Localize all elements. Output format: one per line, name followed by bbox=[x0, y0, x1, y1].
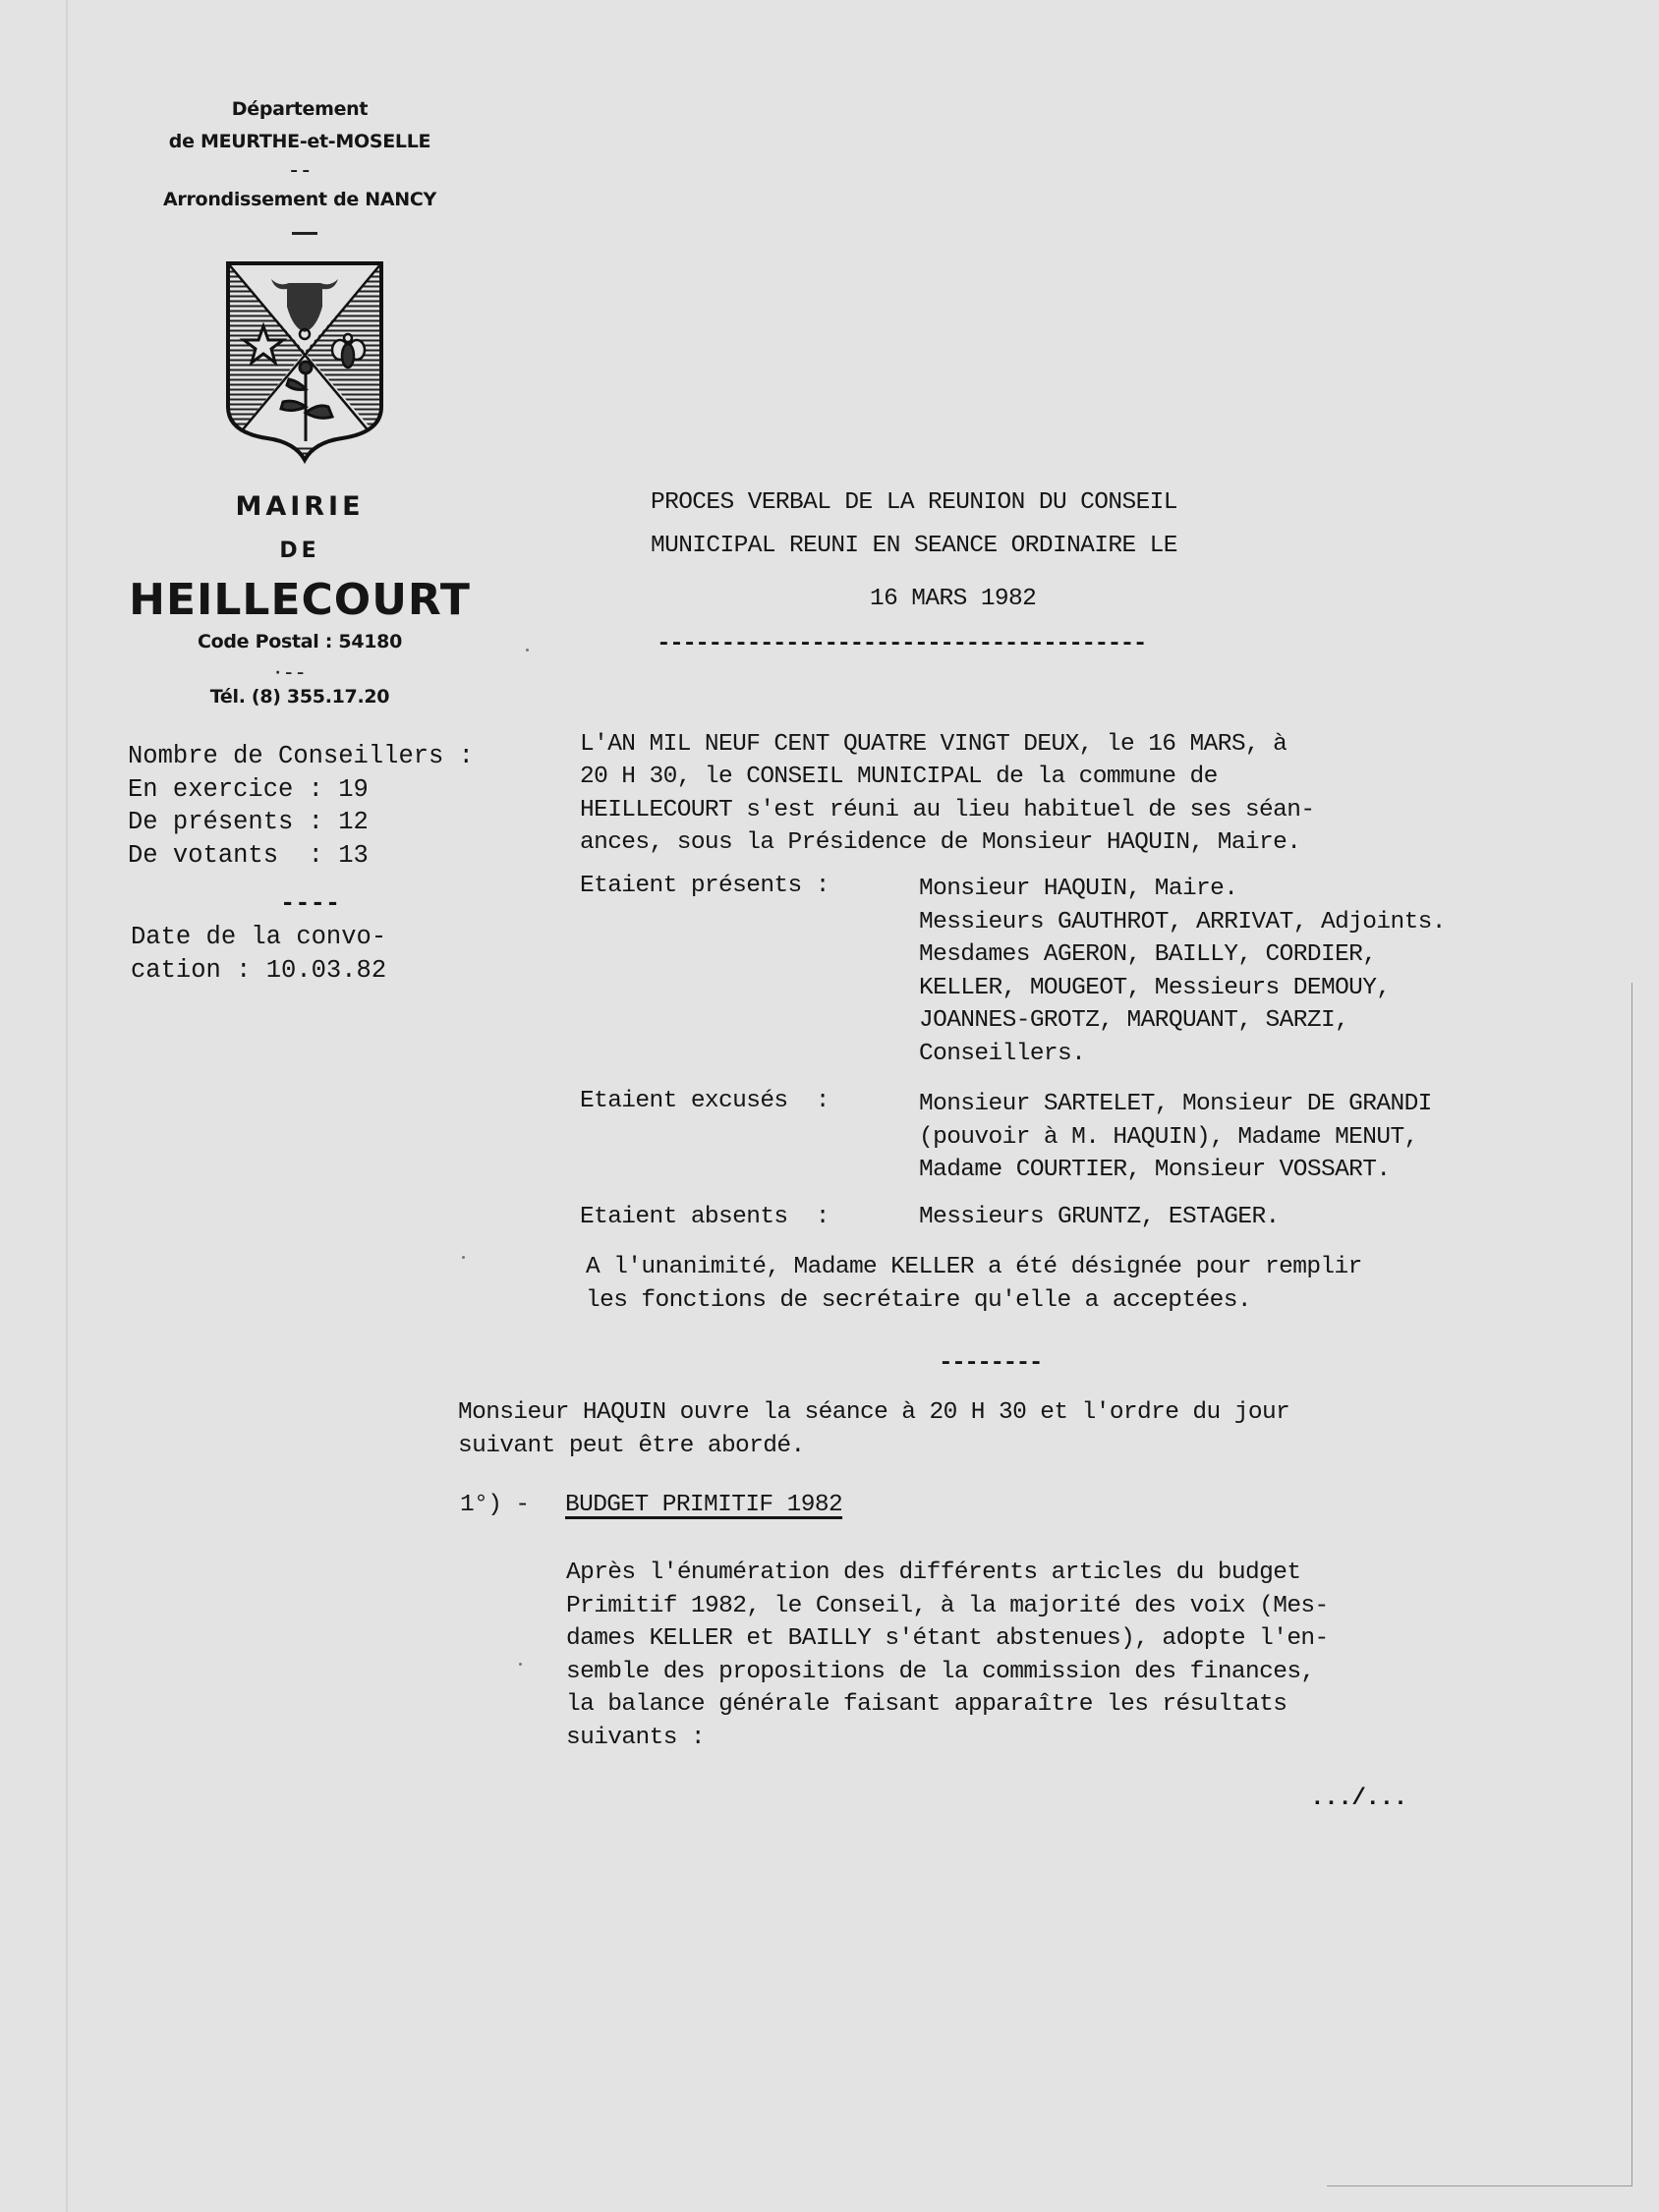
absents-list: Messieurs GRUNTZ, ESTAGER. bbox=[919, 1204, 1280, 1230]
budget-line: Après l'énumération des différents articles du budget bbox=[566, 1560, 1301, 1586]
excuses-line: Madame COURTIER, Monsieur VOSSART. bbox=[919, 1157, 1391, 1183]
budget-line: semble des propositions de la commission des finances, bbox=[566, 1658, 1315, 1685]
intro-line: 20 H 30, le CONSEIL MUNICIPAL de la commune de bbox=[580, 764, 1218, 790]
intro-line: L'AN MIL NEUF CENT QUATRE VINGT DEUX, le 16 MARS, à bbox=[580, 730, 1287, 758]
count-value: 12 bbox=[338, 808, 369, 836]
excuses-line: (pouvoir à M. HAQUIN), Madame MENUT, bbox=[919, 1123, 1418, 1151]
presents-line: Mesdames AGERON, BAILLY, CORDIER, bbox=[919, 941, 1377, 968]
opening-line: suivant peut être abordé. bbox=[458, 1432, 805, 1459]
title-line1: PROCES VERBAL DE LA REUNION DU CONSEIL bbox=[651, 489, 1177, 516]
count-value: 19 bbox=[338, 774, 369, 804]
section-separator: -------- bbox=[939, 1350, 1042, 1377]
convocation-date bbox=[131, 921, 386, 987]
count-label: En exercice bbox=[128, 774, 294, 804]
excuses-label: Etaient excusés : bbox=[580, 1088, 830, 1114]
telephone: Tél. (8) 355.17.20 bbox=[209, 686, 390, 708]
page-edge-bottom bbox=[1327, 2185, 1632, 2186]
page-edge-right bbox=[1631, 983, 1632, 2186]
department-line1: Département bbox=[231, 98, 369, 120]
title-rule: -------------------------------------- bbox=[657, 631, 1146, 657]
counts-separator: ---- bbox=[280, 889, 341, 918]
intro-paragraph bbox=[580, 695, 1314, 860]
count-row bbox=[128, 839, 474, 873]
excuses-list bbox=[919, 1088, 1432, 1187]
budget-line: dames KELLER et BAILLY s'étant abstenues), adopte l'en- bbox=[566, 1625, 1329, 1652]
arrondissement-dash bbox=[292, 232, 317, 235]
meeting-date: 16 MARS 1982 bbox=[870, 586, 1037, 612]
department-block bbox=[128, 98, 472, 185]
document-title bbox=[651, 482, 1177, 568]
paper-speck bbox=[526, 649, 529, 652]
count-label: De présents bbox=[128, 808, 294, 836]
convocation-line2: cation : 10.03.82 bbox=[131, 955, 387, 985]
presents-label: Etaient présents : bbox=[580, 873, 830, 899]
count-value: 13 bbox=[338, 840, 369, 870]
budget-line: Primitif 1982, le Conseil, à la majorité des voix (Mes- bbox=[566, 1592, 1329, 1619]
count-sep: : bbox=[293, 840, 339, 870]
continuation-mark: .../... bbox=[1310, 1786, 1407, 1812]
opening-paragraph bbox=[458, 1396, 1289, 1462]
commune-name: HEILLECOURT bbox=[129, 575, 471, 625]
presents-line: JOANNES-GROTZ, MARQUANT, SARZI, bbox=[919, 1007, 1349, 1034]
mairie-label: MAIRIE bbox=[235, 491, 365, 522]
absents-label: Etaient absents : bbox=[580, 1204, 830, 1230]
budget-line: la balance générale faisant apparaître les résultats bbox=[566, 1691, 1287, 1718]
secretary-line: A l'unanimité, Madame KELLER a été désignée pour remplir bbox=[586, 1254, 1362, 1280]
convocation-line1: Date de la convo- bbox=[131, 923, 387, 951]
arrondissement: Arrondissement de NANCY bbox=[163, 189, 436, 210]
agenda-item-body bbox=[566, 1557, 1329, 1754]
excuses-line: Monsieur SARTELET, Monsieur DE GRANDI bbox=[919, 1091, 1432, 1117]
presents-line: KELLER, MOUGEOT, Messieurs DEMOUY, bbox=[919, 974, 1391, 1001]
council-counts bbox=[128, 740, 474, 872]
page-fold-shadow bbox=[66, 0, 68, 2212]
postal-dash: · – – bbox=[275, 665, 305, 681]
agenda-item-number: 1°) - bbox=[460, 1492, 530, 1518]
department-line2: de MEURTHE-et-MOSELLE bbox=[168, 131, 431, 152]
count-label: De votants bbox=[128, 840, 294, 870]
agenda-item-title: BUDGET PRIMITIF 1982 bbox=[565, 1492, 843, 1518]
count-row bbox=[128, 806, 474, 839]
municipal-coat-of-arms-icon bbox=[224, 259, 386, 466]
presents-line: Monsieur HAQUIN, Maire. bbox=[919, 876, 1238, 902]
intro-line: ances, sous la Présidence de Monsieur HAQUIN, Maire. bbox=[580, 829, 1301, 856]
secretary-paragraph bbox=[586, 1251, 1362, 1317]
presents-list bbox=[919, 873, 1446, 1070]
paper-speck bbox=[462, 1256, 465, 1259]
de-label: DE bbox=[279, 539, 320, 563]
department-dash: – – bbox=[290, 161, 310, 179]
presents-line: Conseillers. bbox=[919, 1040, 1086, 1067]
title-line2: MUNICIPAL REUNI EN SEANCE ORDINAIRE LE bbox=[651, 533, 1177, 559]
secretary-line: les fonctions de secrétaire qu'elle a acceptées. bbox=[586, 1286, 1251, 1314]
budget-line: suivants : bbox=[566, 1724, 706, 1751]
intro-line: HEILLECOURT s'est réuni au lieu habituel de ses séan- bbox=[580, 796, 1315, 823]
count-sep: : bbox=[293, 808, 339, 836]
council-counts-heading: Nombre de Conseillers : bbox=[128, 742, 474, 770]
count-sep: : bbox=[293, 774, 339, 804]
count-row bbox=[128, 773, 474, 807]
opening-line: Monsieur HAQUIN ouvre la séance à 20 H 30 et l'ordre du jour bbox=[458, 1399, 1290, 1426]
postal-code: Code Postal : 54180 bbox=[197, 631, 403, 652]
presents-line: Messieurs GAUTHROT, ARRIVAT, Adjoints. bbox=[919, 908, 1446, 936]
paper-speck bbox=[519, 1663, 522, 1666]
